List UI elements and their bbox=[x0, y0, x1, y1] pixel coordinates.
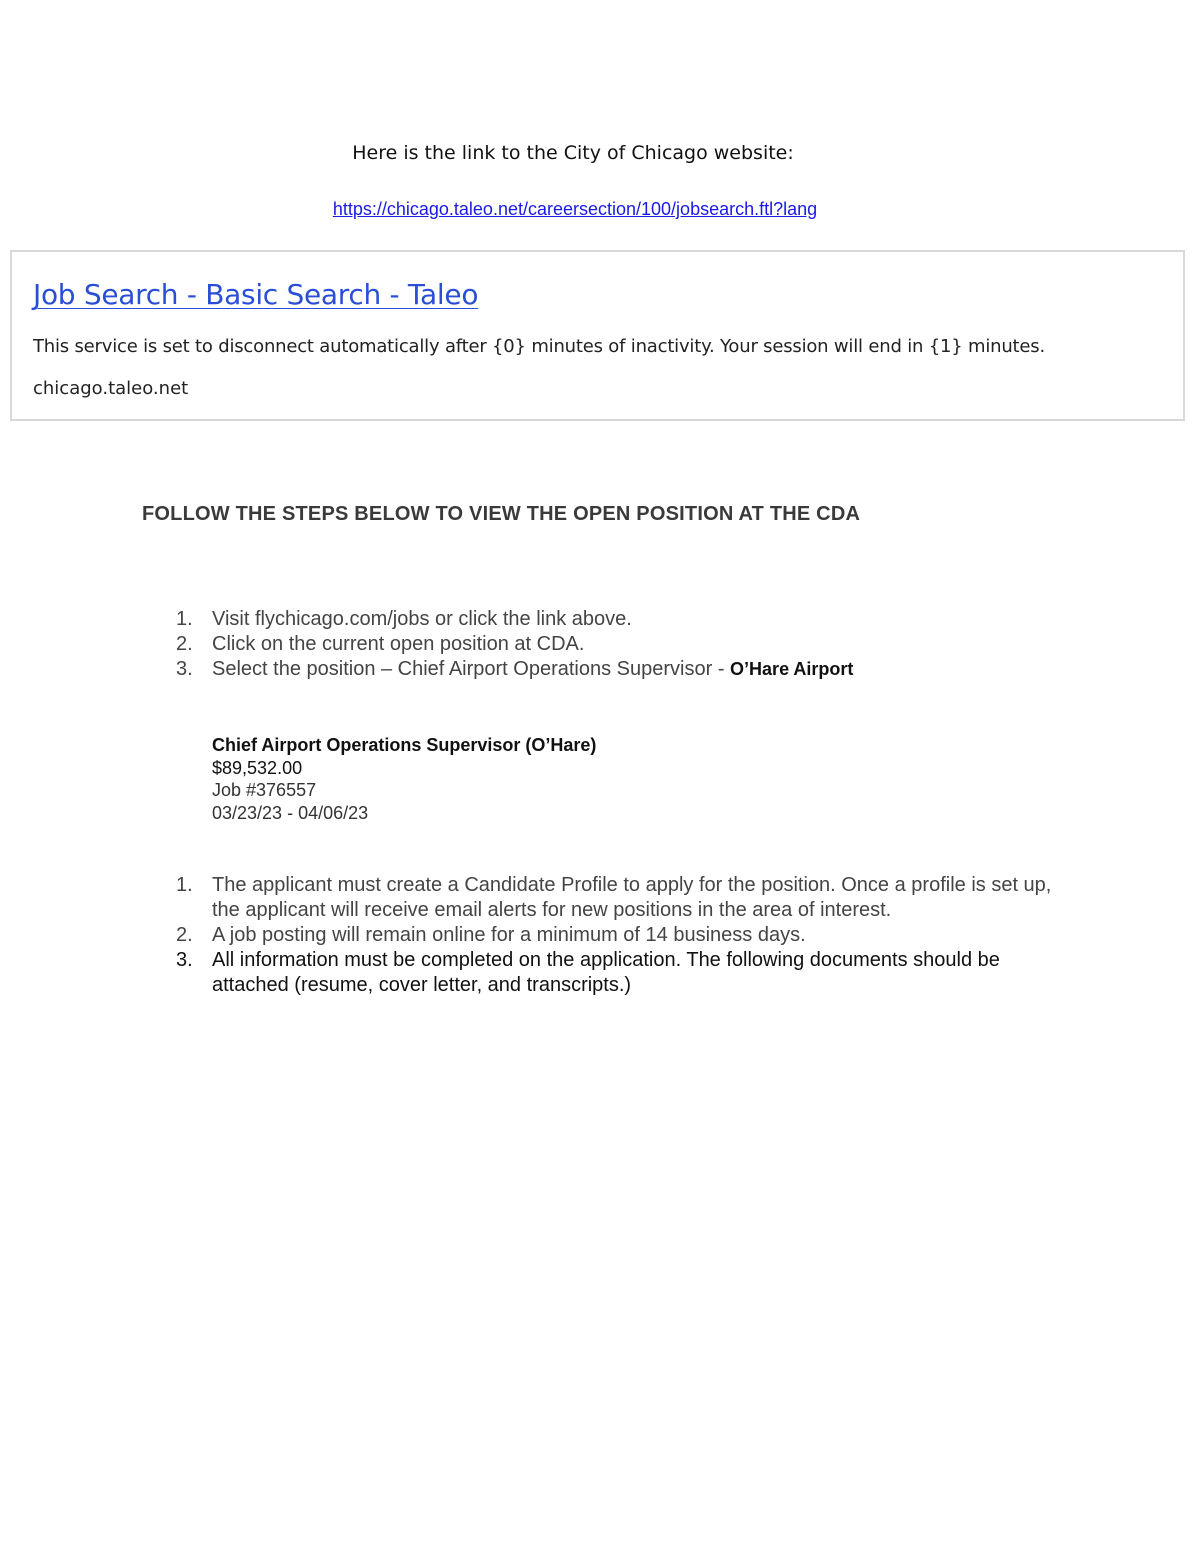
job-details bbox=[212, 734, 596, 824]
list-number: 3. bbox=[176, 949, 193, 971]
list-item-text: Select the position – Chief Airport Operations Supervisor - bbox=[212, 658, 731, 680]
list-item-text: Visit flychicago.com/jobs or click the link above. bbox=[212, 608, 632, 630]
list-number: 1. bbox=[176, 608, 193, 630]
steps-heading: FOLLOW THE STEPS BELOW TO VIEW THE OPEN POSITION AT THE CDA bbox=[142, 503, 861, 525]
list-number: 1. bbox=[176, 874, 193, 896]
job-dates: 03/23/23 - 04/06/23 bbox=[212, 802, 369, 823]
job-salary: $89,532.00 bbox=[212, 757, 303, 778]
job-number: Job #376557 bbox=[212, 780, 317, 800]
preview-domain: chicago.taleo.net bbox=[33, 378, 189, 399]
link-preview-card[interactable] bbox=[10, 250, 1185, 421]
list-number: 3. bbox=[176, 658, 193, 680]
list-item-text: All information must be completed on the application. The following documents should be attached (resume, cover letter, and transcripts.) bbox=[212, 949, 1000, 996]
list-item bbox=[176, 632, 1076, 657]
job-title: Chief Airport Operations Supervisor (O’Hare) bbox=[212, 735, 597, 755]
list-number: 2. bbox=[176, 633, 193, 655]
list-item-text: The applicant must create a Candidate Profile to apply for the position. Once a profile is set up, the applicant will receive email alerts for new positions in the area of interest. bbox=[212, 874, 1052, 921]
preview-description: This service is set to disconnect automatically after {0} minutes of inactivity. Your session will end in {1} minutes. bbox=[33, 336, 1045, 357]
list-item-text: A job posting will remain online for a minimum of 14 business days. bbox=[212, 924, 806, 946]
city-website-link[interactable]: https://chicago.taleo.net/careersection/100/jobsearch.ftl?lang bbox=[332, 199, 818, 219]
list-item-text: Click on the current open position at CDA. bbox=[212, 633, 585, 655]
steps-list bbox=[176, 607, 1076, 682]
list-number: 2. bbox=[176, 924, 193, 946]
preview-title-link[interactable]: Job Search - Basic Search - Taleo bbox=[33, 278, 479, 311]
intro-text: Here is the link to the City of Chicago website: bbox=[352, 142, 794, 164]
notes-list bbox=[176, 873, 1076, 998]
list-item bbox=[176, 607, 1076, 632]
list-item bbox=[176, 923, 1076, 948]
airport-emphasis: O’Hare Airport bbox=[730, 659, 854, 679]
list-item bbox=[176, 657, 1076, 682]
list-item bbox=[176, 948, 1076, 998]
list-item bbox=[176, 873, 1076, 923]
